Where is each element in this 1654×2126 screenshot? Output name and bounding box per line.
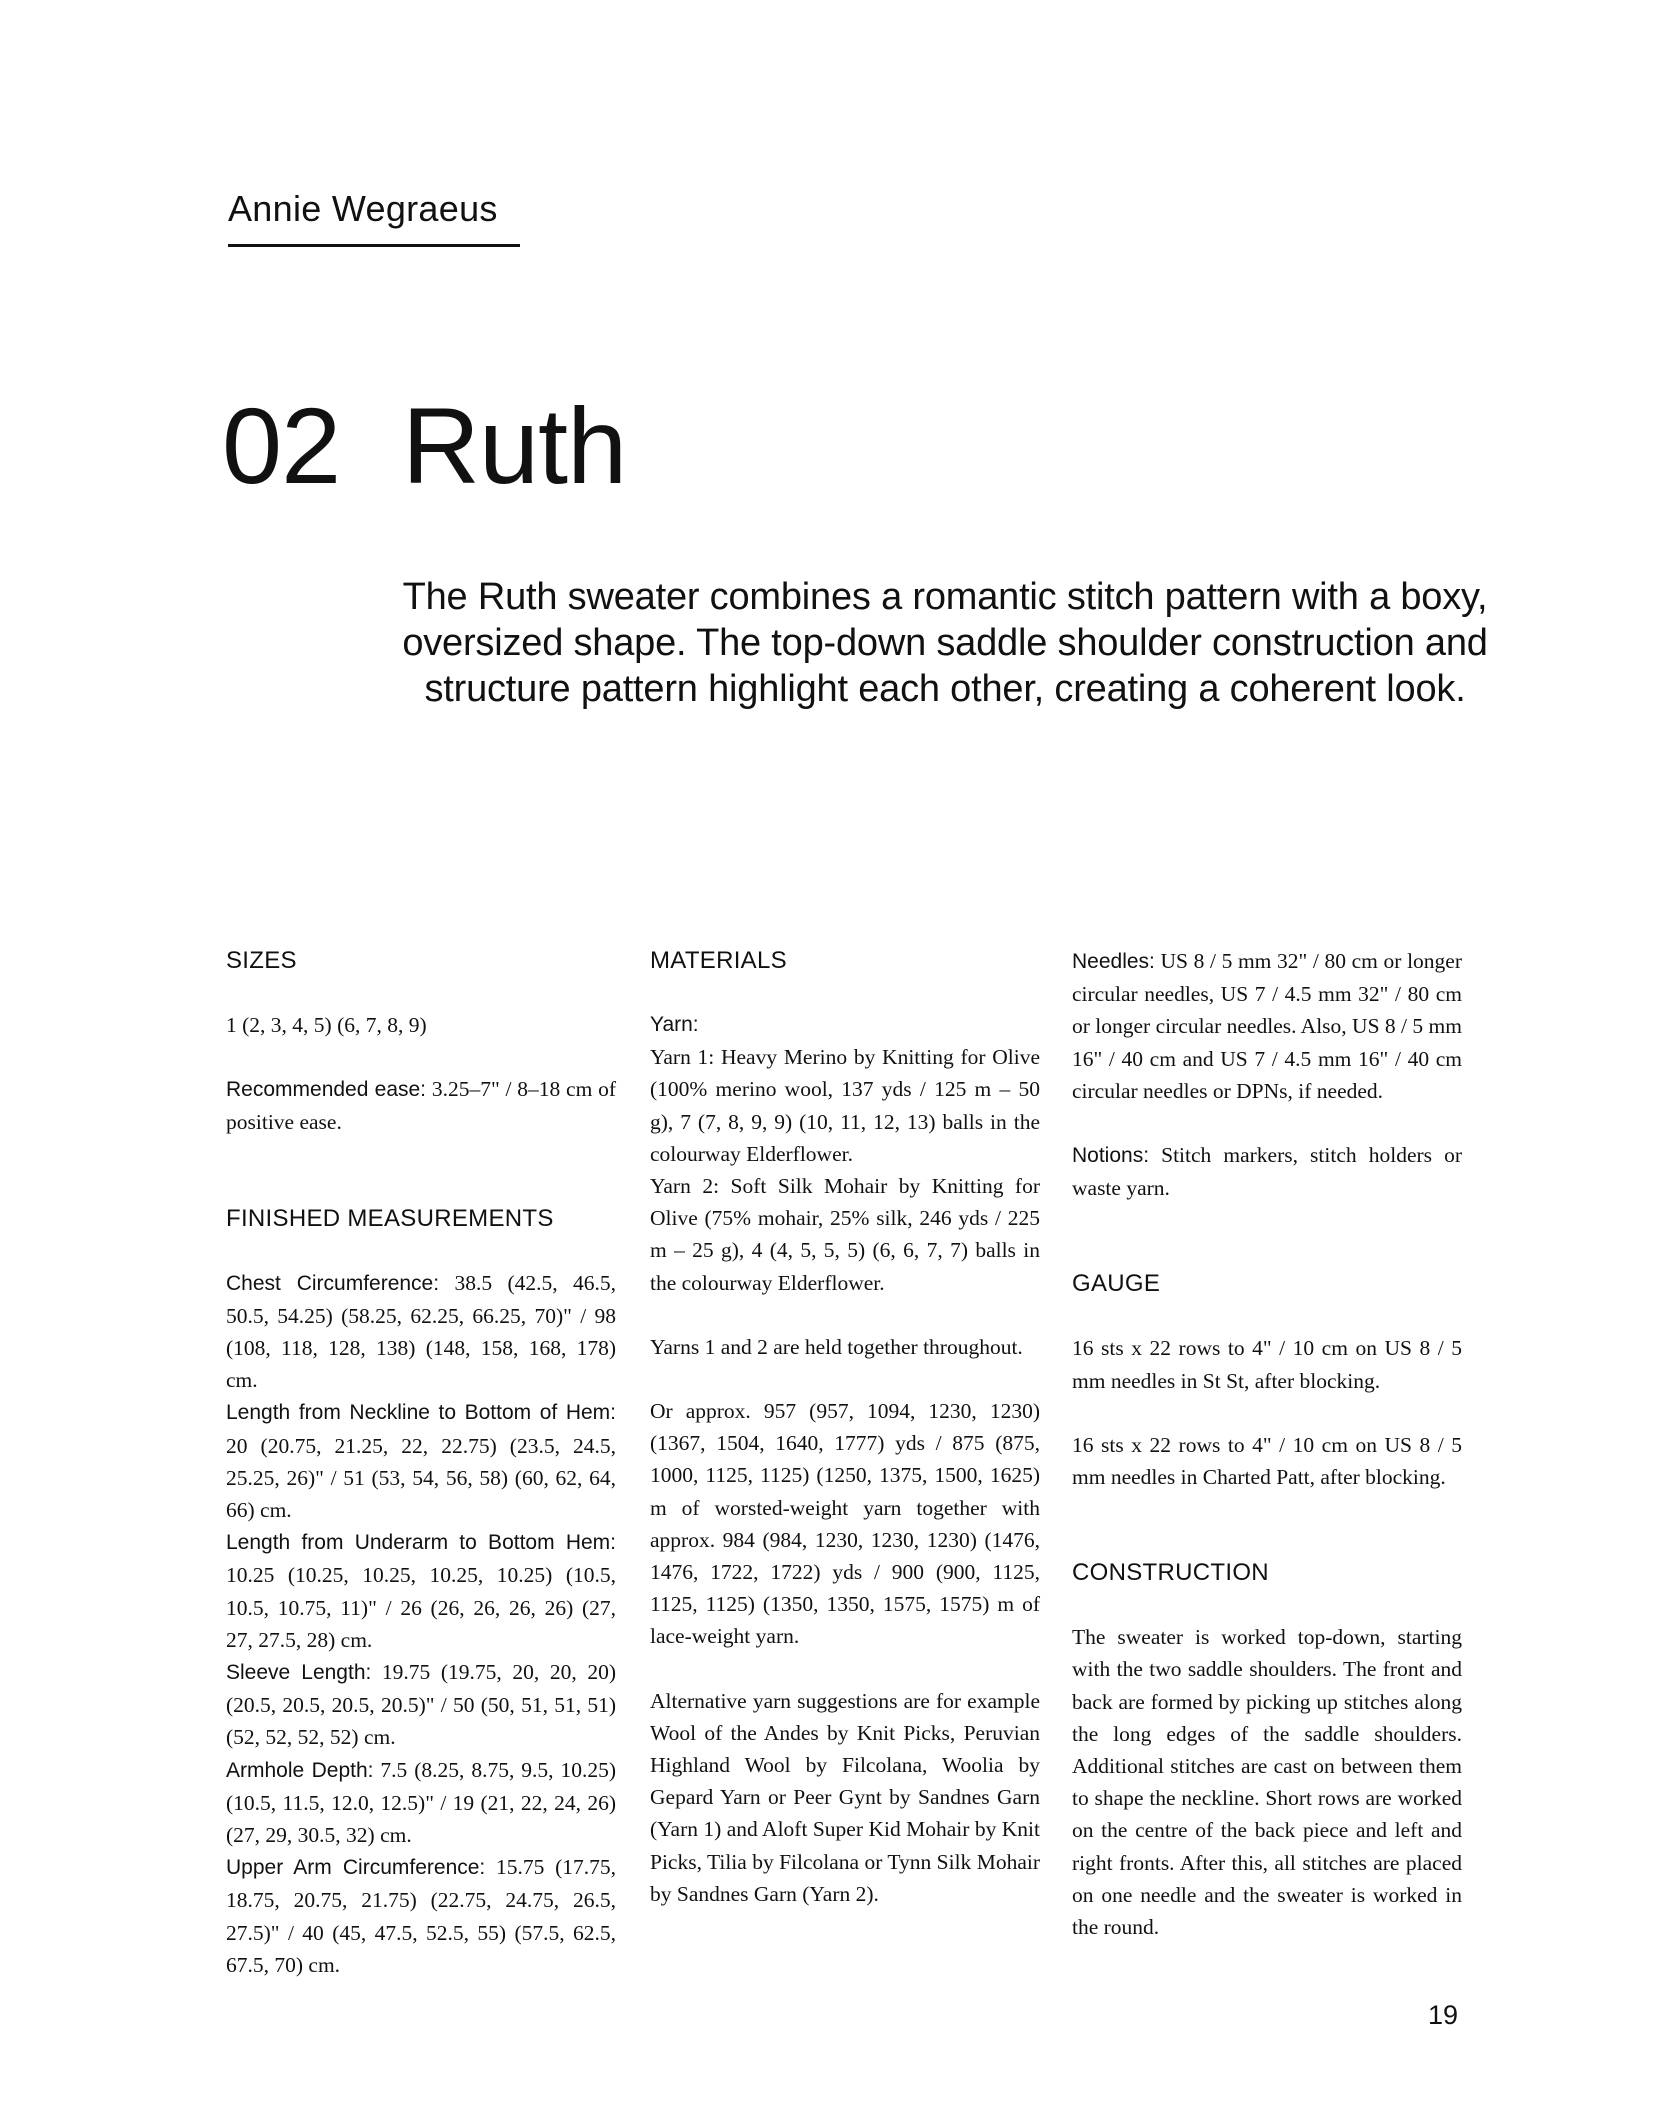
notions-text: Stitch markers, stitch holders or waste yarn. [1072, 1143, 1462, 1201]
needles-paragraph [1072, 945, 1462, 1107]
construction-text: The sweater is worked top-down, starting with the two saddle shoulders. The front and back are formed by picking up stitches along the long edges of the saddle shoulders. Additional stitches are cast on between them to shape the neckline. Short rows are worked on the centre of the back piece and left and right fronts. After this, all stitches are placed on one needle and the sweater is worked in the round. [1072, 1625, 1462, 1940]
sleeve-text: 19.75 (19.75, 20, 20, 20) (20.5, 20.5, 20.5, 20.5)" / 50 (50, 51, 51, 51) (52, 52, 52, 52) cm. [226, 1660, 616, 1750]
neckline-text: 20 (20.75, 21.25, 22, 22.75) (23.5, 24.5, 25.25, 26)" / 51 (53, 54, 56, 58) (60, 62, 64, 66) cm. [226, 1433, 616, 1523]
chest-text: 38.5 (42.5, 46.5, 50.5, 54.25) (58.25, 62.25, 66.25, 70)" / 98 (108, 118, 128, 138) (148, 158, 168, 178) cm. [226, 1270, 616, 1393]
sizes-heading: SIZES [226, 947, 297, 974]
armhole-label: Armhole Depth: [226, 1758, 374, 1782]
pattern-name: Ruth [402, 385, 627, 506]
upper-arm-label: Upper Arm Circumference: [226, 1856, 486, 1880]
chest-paragraph [226, 1267, 616, 1397]
yarn-2-text: Yarn 2: Soft Silk Mohair by Knitting for Olive (75% mohair, 25% silk, 246 yds / 225 m – 25 g), 4 (4, 5, 5, 5) (6, 6, 7, 7) balls in the colourway Elderflower. [650, 1174, 1040, 1295]
needles-label: Needles: [1072, 950, 1155, 973]
column-sizes-measurements [226, 945, 616, 1981]
author-name: Annie Wegraeus [228, 188, 498, 229]
upper-arm-text: 15.75 (17.75, 18.75, 20.75, 21.75) (22.75, 24.75, 26.5, 27.5)" / 40 (45, 47.5, 52.5, 55) (57.5, 62.5, 67.5, 70) cm. [226, 1855, 616, 1977]
sizes-list: 1 (2, 3, 4, 5) (6, 7, 8, 9) [226, 1013, 427, 1037]
column-needles-gauge-construction [1072, 945, 1462, 1943]
ease-text: 3.25–7" / 8–18 cm of positive ease. [226, 1077, 616, 1135]
ease-paragraph [226, 1073, 616, 1138]
page-number: 19 [1428, 2000, 1459, 2030]
needles-text: US 8 / 5 mm 32" / 80 cm or longer circular needles, US 7 / 4.5 mm 32" / 80 cm or longer circular needles. Also, US 8 / 5 mm 16" / 40 cm and US 7 / 4.5 mm 16" / 40 cm circular needles or DPNs, if needed. [1072, 949, 1462, 1103]
chest-label: Chest Circumference: [226, 1271, 440, 1295]
finished-measurements-heading: FINISHED MEASUREMENTS [226, 1204, 554, 1232]
upper-arm-paragraph [226, 1851, 616, 1981]
intro-text: The Ruth sweater combines a romantic stitch pattern with a boxy, oversized shape. The top-down saddle shoulder construction and structure pattern highlight each other, creating a coherent look. [402, 576, 1488, 710]
ease-label: Recommended ease: [226, 1078, 427, 1102]
yarn-approx-text: Or approx. 957 (957, 1094, 1230, 1230) (1367, 1504, 1640, 1777) yds / 875 (875, 1000, 1125, 1125) (1250, 1375, 1500, 1625) m of worsted-weight yarn together with approx. 984 (984, 1230, 1230, 1230) (1476, 1476, 1722, 1722) yds / 900 (900, 1125, 1125, 1125) (1350, 1350, 1575, 1575) m of lace-weight yarn. [650, 1399, 1040, 1649]
author-underline [228, 244, 520, 247]
alternative-yarns-text: Alternative yarn suggestions are for example Wool of the Andes by Knit Picks, Peruvian Highland Wool by Filcolana, Woolia by Gepard Yarn or Peer Gynt by Sandnes Garn (Yarn 1) and Aloft Super Kid Mohair by Knit Picks, Tilia by Filcolana or Tynn Silk Mohair by Sandnes Garn (Yarn 2). [650, 1688, 1040, 1906]
materials-heading: MATERIALS [650, 947, 787, 974]
underarm-label: Length from Underarm to Bottom Hem: [226, 1531, 616, 1555]
underarm-paragraph [226, 1526, 616, 1656]
gauge-charted-text: 16 sts x 22 rows to 4" / 10 cm on US 8 / 5 mm needles in Charted Patt, after blocking. [1072, 1432, 1462, 1490]
yarn-1-text: Yarn 1: Heavy Merino by Knitting for Olive (100% merino wool, 137 yds / 125 m – 50 g), 7 (7, 8, 9, 9) (10, 11, 12, 13) balls in the colourway Elderflower. [650, 1045, 1040, 1166]
neckline-label: Length from Neckline to Bottom of Hem: [226, 1401, 616, 1425]
gauge-heading: GAUGE [1072, 1270, 1161, 1298]
yarn-label: Yarn: [650, 1013, 699, 1036]
sleeve-paragraph [226, 1656, 616, 1754]
column-materials [650, 945, 1040, 1910]
construction-heading: CONSTRUCTION [1072, 1559, 1269, 1587]
underarm-text: 10.25 (10.25, 10.25, 10.25, 10.25) (10.5, 10.5, 10.75, 11)" / 26 (26, 26, 26, 26) (27, 27, 27.5, 28) cm. [226, 1563, 616, 1652]
gauge-st-st-text: 16 sts x 22 rows to 4" / 10 cm on US 8 / 5 mm needles in St St, after blocking. [1072, 1336, 1462, 1393]
armhole-text: 7.5 (8.25, 8.75, 9.5, 10.25) (10.5, 11.5, 12.0, 12.5)" / 19 (21, 22, 24, 26) (27, 29, 30.5, 32) cm. [226, 1757, 616, 1848]
pattern-title [222, 385, 627, 506]
notions-paragraph [1072, 1139, 1462, 1204]
yarns-held-text: Yarns 1 and 2 are held together throughout. [650, 1334, 1023, 1359]
armhole-paragraph [226, 1754, 616, 1852]
sleeve-label: Sleeve Length: [226, 1661, 372, 1685]
pattern-number: 02 [222, 385, 341, 506]
notions-label: Notions: [1072, 1144, 1150, 1168]
neckline-paragraph [226, 1396, 616, 1526]
